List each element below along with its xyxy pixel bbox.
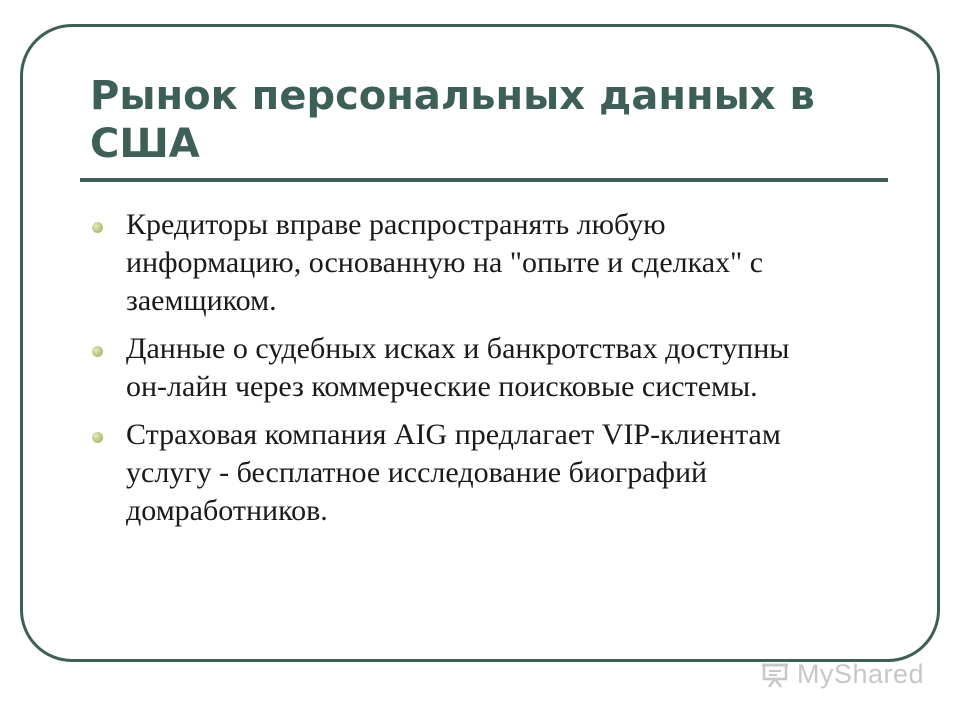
watermark-text: MyShared [796, 659, 924, 689]
bullet-item [92, 206, 812, 320]
presentation-board-icon [761, 662, 791, 688]
bullet-text: Страховая компания AIG предлагает VIP-клиентам услугу - бесплатное исследование биографий домработников. [126, 418, 781, 527]
bullet-item [92, 330, 812, 406]
bullet-dot-icon [92, 222, 103, 233]
title-underline [80, 178, 888, 182]
bullet-text: Данные о судебных исках и банкротствах доступны он-лайн через коммерческие поисковые системы. [126, 332, 790, 403]
bullet-list [92, 206, 812, 540]
bullet-item [92, 416, 812, 530]
slide-title: Рынок персональных данных в США [90, 73, 815, 167]
bullet-dot-icon [92, 346, 103, 357]
bullet-text: Кредиторы вправе распространять любую информацию, основанную на "опыте и сделках" с заемщиком. [126, 208, 764, 317]
bullet-dot-icon [92, 432, 103, 443]
watermark [761, 659, 924, 690]
